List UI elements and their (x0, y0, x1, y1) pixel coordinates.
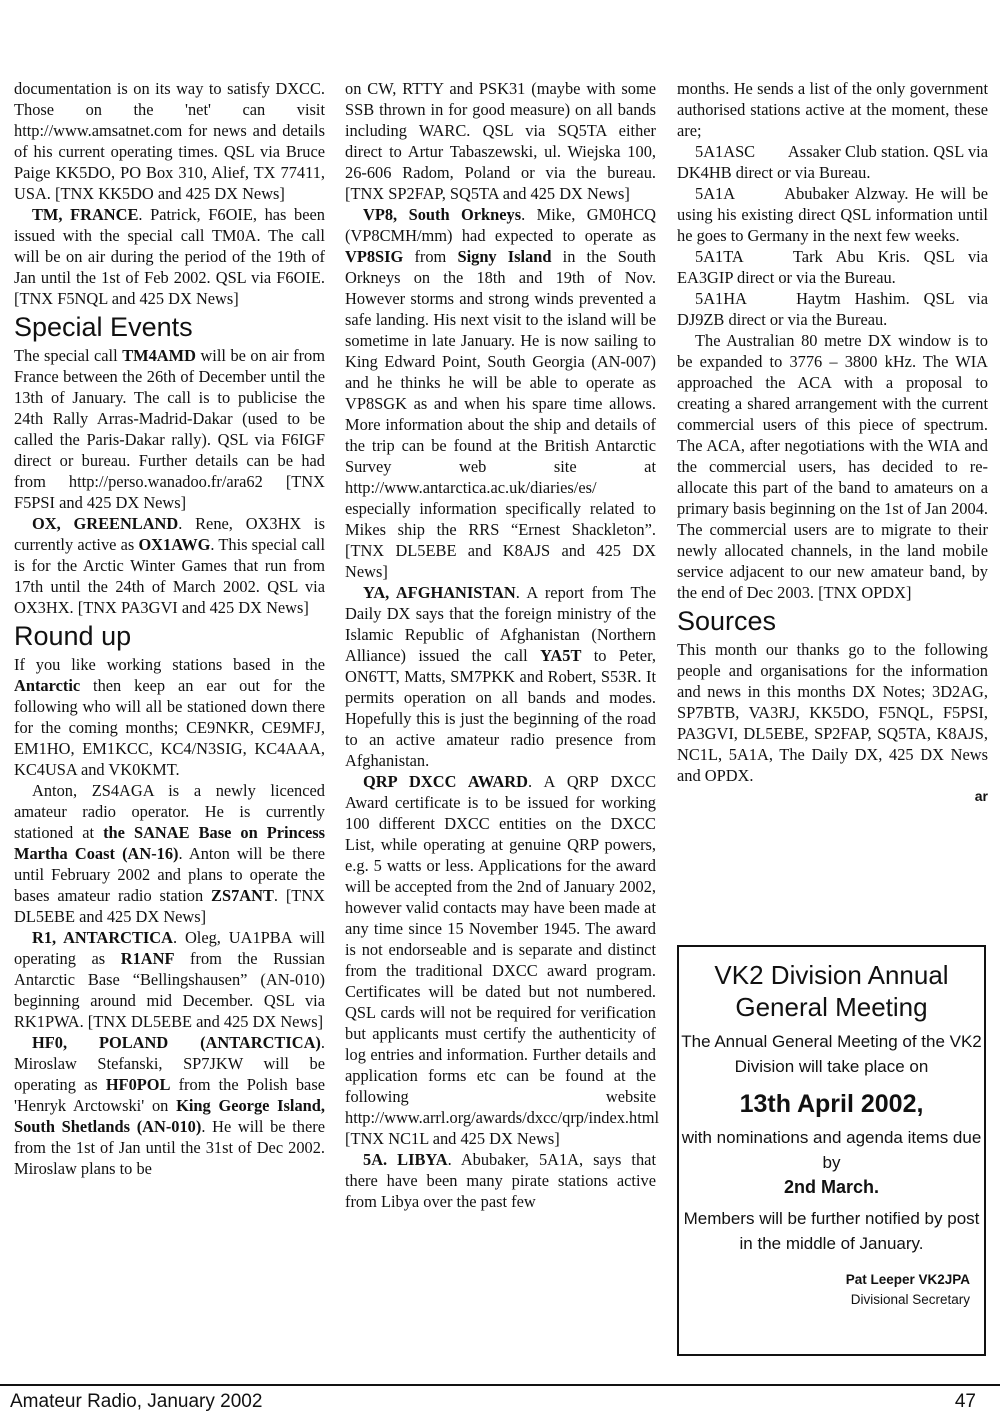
paragraph-text: from the Polish base 'Henryk Arctowski' on (14, 1075, 325, 1115)
item-heading: TM, FRANCE (32, 205, 139, 224)
paragraph: The Australian 80 metre DX window is to be expanded to 3776 – 3800 kHz. The WIA approached the ACA with a proposal to creating a shared arrangement with the current commercial users of this piece of spectrum. The ACA, after negotiations with the WIA and the commercial users, has decided to re-allocate this part of the band to amateurs on a primary basis beginning on the 1st of Jan 2004. The commercial users are to migrate to their newly allocated channels, in the land mobile service adjacent to our new amateur band, by the end of Dec 2003. [TNX OPDX] (677, 331, 988, 602)
signer-role: Divisional Secretary (850, 1292, 970, 1307)
publication-title: Amateur Radio, January 2002 (10, 1391, 263, 1412)
paragraph (345, 204, 656, 582)
agm-notice-box (677, 945, 986, 1356)
station-entry: 5A1A Abubaker Alzway. He will be using his existing direct QSL information until he goes to Germany in the next few weeks. (677, 184, 988, 245)
paragraph-text: then keep an ear out for the following who will all be stationed down there for the coming months; CE9NKR, CE9MFJ, EM1HO, EM1KCC, KC4/N3SIG, KC4AAA, KC4USA and VK0KMT. (14, 676, 325, 779)
paragraph-text: . Oleg, UA1PBA will operating as (14, 928, 325, 968)
station-entry: 5A1TA Tark Abu Kris. QSL via EA3GIP direct or via the Bureau. (677, 247, 988, 287)
paragraph-text: . Miroslaw Stefanski, SP7JKW will be operating as (14, 1033, 325, 1094)
station-entry: 5A1HA Haytm Hashim. QSL via DJ9ZB direct or via the Bureau. (677, 289, 988, 329)
item-heading: R1, ANTARCTICA (32, 928, 173, 947)
item-heading: 5A. LIBYA (363, 1150, 448, 1169)
paragraph: on CW, RTTY and PSK31 (maybe with some SSB thrown in for good measure) on all bands including WARC. QSL via SQ5TA either direct to Artur Tabaszewski, ul. Wiejska 100, 26-606 Radom, Poland or via the bureau. [TNX SP2FAP, SQ5TA and 425 DX News] (345, 79, 656, 203)
item-heading: VP8, South Orkneys (363, 205, 522, 224)
page-footer (0, 1384, 1000, 1421)
paragraph-text: will be on air from France between the 26th of December until the 13th of January. The call is to publicise the 24th Rally Arras-Madrid-Dakar (used to be called the Paris-Dakar rally). QSL via F6IGF direct or bureau. Further details can be had from http://perso.wanadoo.fr/ara62 [TNX F5PSI and 425 DX News] (14, 346, 325, 512)
item-heading: QRP DXCC AWARD (363, 772, 528, 791)
column-2 (345, 78, 660, 1212)
paragraph (14, 1032, 325, 1179)
paragraph: months. He sends a list of the only government authorised stations active at the moment, these are; (677, 79, 988, 140)
paragraph (14, 204, 325, 309)
paragraph (345, 771, 660, 1149)
paragraph (14, 927, 325, 1032)
emphasis: Signy Island (457, 247, 552, 266)
signer-name: Pat Leeper VK2JPA (845, 1272, 970, 1287)
paragraph-text: . A report from The Daily DX says that the foreign ministry of the Islamic Republic of Afghanistan (Northern Alliance) issued the call (345, 583, 656, 665)
paragraph-text: to Peter, ON6TT, Matts, SM7PKK and Robert, S53R. It permits operation on all bands and modes. Hopefully this is just the beginning of the road to an active amateur radio presence from Afghanistan. (345, 646, 656, 770)
item-heading: HF0, POLAND (ANTARCTICA) (32, 1033, 321, 1052)
notice-signature (679, 1270, 984, 1310)
item-heading: YA, AFGHANISTAN (363, 583, 516, 602)
paragraph-text: in the South Orkneys on the 18th and 19th of Nov. However storms and strong winds prevented a safe landing. His next visit to the island will be sometime in late January. He is now sailing to King Edward Point, South Georgia (AN-007) and he thinks he will be able to operate as VP8SGK as and when his spare time allows. More information about the ship and details of the trip can be found at the British Antarctic Survey web site at http://www.antarctica.ac.uk/diaries/es/ especially information specifically related to Mikes ship the RRS “Ernest Shackleton”. [TNX DL5EBE and K8AJS and 425 DX News] (345, 247, 656, 581)
emphasis: King George Island, South Shetlands (AN-010) (14, 1096, 326, 1136)
paragraph-text: from (403, 247, 458, 266)
signoff: ar (974, 788, 988, 804)
callsign: ZS7ANT (211, 886, 274, 905)
section-heading: Sources (677, 606, 777, 636)
callsign: HF0POL (105, 1075, 171, 1094)
notice-body: Members will be further notified by post in the middle of January. (683, 1209, 980, 1253)
emphasis: Antarctic (14, 676, 81, 695)
callsign: YA5T (540, 646, 582, 665)
callsign: R1ANF (120, 949, 175, 968)
paragraph (345, 1149, 656, 1212)
item-heading: OX, GREENLAND (32, 514, 179, 533)
paragraph-text: . Abubaker, 5A1A, says that there have been many pirate stations active from Libya over the past few (345, 1150, 656, 1211)
notice-date: 13th April 2002, (739, 1090, 924, 1118)
page-number: 47 (954, 1391, 976, 1412)
paragraph: documentation is on its way to satisfy DXCC. Those on the 'net' can visit http://www.amsatnet.com for news and details of his current operating times. QSL via Bruce Paige KK5DO, PO Box 310, Alief, TX 77411, USA. [TNX KK5DO and 425 DX News] (14, 79, 325, 203)
notice-title: VK2 Division Annual General Meeting (714, 960, 949, 1022)
paragraph-text: Anton, ZS4AGA is a newly licenced amateur radio operator. He is currently stationed at (14, 781, 325, 842)
paragraph (14, 780, 325, 927)
paragraph-text: . This special call is for the Arctic Winter Games that run from 17th until the 24th of March 2002. QSL via OX3HX. [TNX PA3GVI and 425 DX News] (14, 535, 325, 617)
paragraph-text: The special call (14, 346, 123, 365)
section-heading: Special Events (14, 312, 193, 342)
paragraph-text: . Mike, GM0HCQ (VP8CMH/mm) had expected to operate as (345, 205, 656, 245)
emphasis: the SANAE Base on Princess Martha Coast (AN-16) (14, 823, 326, 863)
callsign: OX1AWG (138, 535, 211, 554)
paragraph: This month our thanks go to the following people and organisations for the information and news in this months DX Notes; 3D2AG, SP7BTB, VA3RJ, KK5DO, F5NQL, F5PSI, PA3GVI, DL5EBE, SP2FAP, SQ5TA, K8AJS, NC1L, 5A1A, The Daily DX, 425 DX News and OPDX. (677, 640, 988, 785)
callsign: TM4AMD (122, 346, 196, 365)
notice-due-date: 2nd March. (783, 1177, 880, 1197)
paragraph-text: . A QRP DXCC Award certificate is to be issued for working 100 different DXCC entities on the DXCC List, while operating at genuine QRP powers, e.g. 5 watts or less. Applications for the award will be accepted from the 2nd of January 2002, however valid contacts may have been made at any time since 15 November 1945. The award is not endorseable and is separate and distinct from the traditional DXCC award program. Certificates will be dated but not numbered. QSL cards will not be required for verification but applicants must certify the authenticity of log entries and information. Further details and application forms etc can be found at the following website http://www.arrl.org/awards/dxcc/qrp/index.html [TNX NC1L and 425 DX News] (345, 772, 660, 1148)
column-1 (14, 78, 325, 1179)
paragraph-text: If you like working stations based in the (14, 655, 325, 674)
paragraph (345, 582, 656, 771)
paragraph-text: . He will be there from the 1st of Jan until the 31st of Dec 2002. Miroslaw plans to be (14, 1117, 325, 1178)
paragraph (14, 345, 325, 513)
paragraph-text: . [TNX DL5EBE and 425 DX News] (14, 886, 325, 926)
section-heading: Round up (14, 621, 132, 651)
paragraph-text: . Patrick, F6OIE, has been issued with the special call TM0A. The call will be on air during the period of the 19th of Jan until the 1st of Feb 2002. QSL via F6OIE. [TNX F5NQL and 425 DX News] (14, 205, 325, 308)
paragraph-text: . Anton will be there until February 2002 and plans to operate the bases amateur radio station (14, 844, 325, 905)
callsign: VP8SIG (345, 247, 404, 266)
notice-body: with nominations and agenda items due by (681, 1128, 982, 1172)
column-3 (677, 78, 988, 807)
station-entry: 5A1ASC Assaker Club station. QSL via DK4HB direct or via Bureau. (677, 142, 988, 182)
notice-body: The Annual General Meeting of the VK2 Division will take place on (681, 1032, 982, 1076)
paragraph-text: from the Russian Antarctic Base “Bellingshausen” (AN-010) beginning around mid December. QSL via RK1PWA. [TNX DL5EBE and 425 DX News] (14, 949, 326, 1031)
paragraph (14, 513, 325, 618)
paragraph-text: . Rene, OX3HX is currently active as (14, 514, 325, 554)
paragraph (14, 654, 325, 780)
